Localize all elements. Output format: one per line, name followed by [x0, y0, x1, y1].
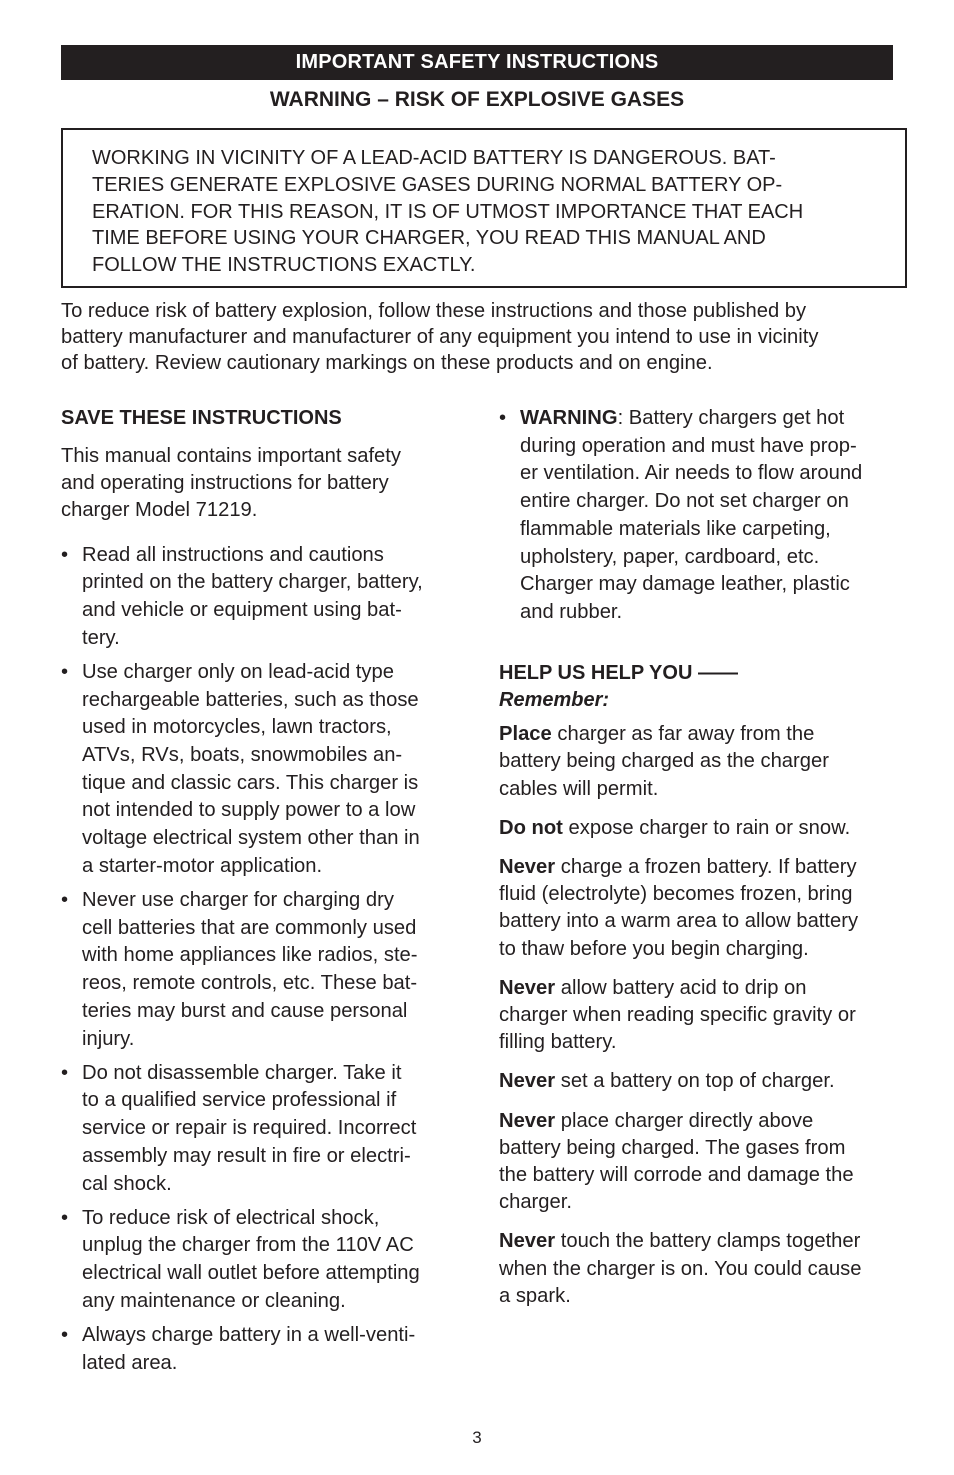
first-line: [499, 1068, 895, 1095]
help-paragraph: [499, 815, 895, 842]
bullet-line: voltage electrical system other than in: [82, 827, 420, 850]
help-paragraph: [499, 1068, 895, 1095]
paragraph-line: the battery will corrode and damage the: [499, 1163, 854, 1186]
bullet-line: • Never use charger for charging dry: [82, 889, 394, 912]
emphasis-word: Never: [499, 1109, 556, 1132]
warning-box: [61, 128, 907, 288]
description-line: and operating instructions for battery: [61, 472, 389, 495]
intro-line: To reduce risk of battery explosion, follow these instructions and those published by: [61, 300, 807, 322]
intro-line: battery manufacturer and manufacturer of any equipment you intend to use in vicinity: [61, 326, 819, 349]
line-text: charge a frozen battery. If battery: [555, 855, 857, 878]
bullet-line: tique and classic cars. This charger is: [82, 771, 419, 794]
bullet-line: cal shock.: [82, 1172, 172, 1195]
section-header-bar: [61, 45, 893, 80]
save-instructions-heading: SAVE THESE INSTRUCTIONS: [61, 407, 342, 429]
warning-bullet: [499, 405, 895, 627]
bullet-line: rechargeable batteries, such as those: [82, 688, 419, 711]
line-text: : Battery chargers get hot: [617, 407, 845, 429]
paragraph-line: filling battery.: [499, 1031, 617, 1054]
safety-bullet: [61, 1322, 461, 1377]
first-line: [520, 405, 895, 433]
first-line: [499, 1108, 895, 1135]
emphasis-word: WARNING: [520, 407, 618, 429]
paragraph-line: fluid (electrolyte) becomes frozen, bring: [499, 883, 853, 906]
bullet-line: entire charger. Do not set charger on: [520, 490, 849, 513]
bullet-line: any maintenance or cleaning.: [82, 1289, 346, 1312]
manual-description: [61, 443, 461, 525]
paragraph-line: battery being charged. The gases from: [499, 1136, 846, 1159]
bullet-line: tery.: [82, 626, 120, 649]
line-text: place charger directly above: [555, 1109, 814, 1132]
line-text: charger as far away from the: [551, 723, 815, 746]
left-column: [61, 405, 461, 1384]
bullet-line: er ventilation. Air needs to flow around: [520, 462, 863, 485]
bullet-line: unplug the charger from the 110V AC: [82, 1234, 414, 1257]
bullet-line: • Do not disassemble charger. Take it: [82, 1061, 402, 1084]
page-number: 3: [472, 1428, 482, 1447]
paragraph-line: a spark.: [499, 1284, 571, 1307]
bullet-line: • Always charge battery in a well-venti-: [82, 1324, 416, 1347]
emphasis-word: Never: [499, 1070, 556, 1093]
bullet-line: service or repair is required. Incorrect: [82, 1117, 417, 1140]
paragraph-line: battery being charged as the charger: [499, 750, 829, 773]
first-line: [499, 815, 895, 842]
safety-bullet-list: [61, 542, 461, 1378]
warning-title: WARNING – RISK OF EXPLOSIVE GASES: [269, 88, 685, 111]
emphasis-word: Do not: [499, 816, 563, 839]
safety-bullet: [61, 1205, 461, 1316]
safety-bullet: [61, 659, 461, 881]
help-paragraph: [499, 1108, 895, 1217]
bullet-line: • Read all instructions and cautions: [82, 543, 384, 566]
remember-label: Remember:: [499, 689, 610, 712]
paragraph-line: charger when reading specific gravity or: [499, 1003, 856, 1026]
first-line: [499, 975, 895, 1002]
bullet-line: and rubber.: [520, 600, 623, 623]
first-line: [499, 1228, 895, 1255]
emphasis-word: Never: [499, 1230, 556, 1253]
bullet-line: teries may burst and cause personal: [82, 999, 408, 1022]
intro-paragraph: [61, 298, 893, 377]
bullet-line: ATVs, RVs, boats, snowmobiles an-: [82, 744, 403, 767]
paragraph-line: charger.: [499, 1191, 572, 1214]
bullet-line: Charger may damage leather, plastic: [520, 573, 850, 596]
bullet-line: lated area.: [82, 1351, 178, 1374]
emphasis-word: Never: [499, 855, 556, 878]
header-title: IMPORTANT SAFETY INSTRUCTIONS: [295, 51, 659, 73]
bullet-line: printed on the battery charger, battery,: [82, 571, 423, 594]
bullet-line: • To reduce risk of electrical shock,: [82, 1206, 380, 1229]
bullet-line: not intended to supply power to a low: [82, 799, 416, 822]
right-column: [499, 405, 895, 1322]
warning-line: TIME BEFORE USING YOUR CHARGER, YOU READ THIS MANUAL AND: [92, 227, 766, 250]
help-paragraph: [499, 975, 895, 1057]
intro-line: of battery. Review cautionary markings on these products and on engine.: [61, 352, 713, 375]
bullet-line: assembly may result in fire or electri-: [82, 1144, 411, 1167]
safety-bullet: [61, 887, 461, 1053]
description-line: charger Model 71219.: [61, 499, 258, 522]
bullet-line: injury.: [82, 1027, 135, 1050]
bullet-line: upholstery, paper, cardboard, etc.: [520, 545, 820, 568]
bullet-line: to a qualified service professional if: [82, 1089, 397, 1112]
first-line: [499, 721, 895, 748]
line-text: touch the battery clamps together: [555, 1230, 861, 1253]
warning-bullet-list: [499, 405, 895, 627]
paragraph-line: when the charger is on. You could cause: [499, 1257, 862, 1280]
bullet-line: reos, remote controls, etc. These bat-: [82, 972, 418, 995]
help-paragraphs: [499, 721, 895, 1310]
help-paragraph: [499, 721, 895, 803]
bullet-line: flammable materials like carpeting,: [520, 517, 831, 540]
help-paragraph: [499, 854, 895, 963]
emphasis-word: Place: [499, 723, 552, 746]
bullet-line: a starter-motor application.: [82, 854, 323, 877]
paragraph-line: battery into a warm area to allow battery: [499, 910, 859, 933]
bullet-line: cell batteries that are commonly used: [82, 916, 417, 939]
bullet-line: electrical wall outlet before attempting: [82, 1262, 420, 1285]
description-line: This manual contains important safety: [61, 445, 401, 467]
help-paragraph: [499, 1228, 895, 1310]
warning-line: ERATION. FOR THIS REASON, IT IS OF UTMOST IMPORTANCE THAT EACH: [92, 200, 804, 223]
first-line: [499, 854, 895, 881]
warning-line: TERIES GENERATE EXPLOSIVE GASES DURING NORMAL BATTERY OP-: [92, 173, 783, 196]
paragraph-line: to thaw before you begin charging.: [499, 937, 809, 960]
line-text: allow battery acid to drip on: [555, 976, 807, 999]
line-text: expose charger to rain or snow.: [562, 816, 851, 839]
safety-bullet: [61, 1060, 461, 1199]
bullet-line: with home appliances like radios, ste-: [82, 944, 418, 967]
line-text: set a battery on top of charger.: [555, 1070, 835, 1093]
warning-line: FOLLOW THE INSTRUCTIONS EXACTLY.: [92, 254, 476, 277]
bullet-line: used in motorcycles, lawn tractors,: [82, 716, 392, 739]
help-heading: HELP US HELP YOU ——: [499, 662, 738, 685]
paragraph-line: cables will permit.: [499, 777, 659, 800]
bullet-line: and vehicle or equipment using bat-: [82, 599, 402, 622]
bullet-line: during operation and must have prop-: [520, 434, 857, 457]
safety-bullet: [61, 542, 461, 653]
warning-line: WORKING IN VICINITY OF A LEAD-ACID BATTERY IS DANGEROUS. BAT-: [92, 147, 776, 169]
bullet-line: • Use charger only on lead-acid type: [82, 660, 394, 683]
emphasis-word: Never: [499, 976, 556, 999]
